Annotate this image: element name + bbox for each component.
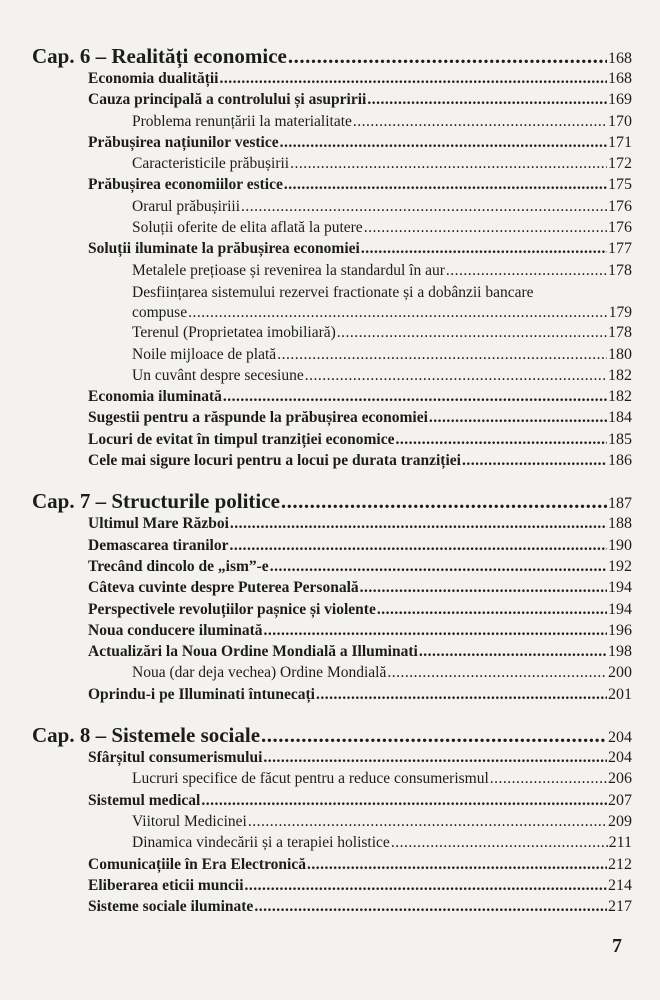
toc-subentry (32, 324, 632, 345)
toc-subentry (32, 262, 632, 283)
page-number: 7 (612, 935, 622, 957)
entry-title: Locuri de evitat în timpul tranziției economice (88, 430, 395, 448)
dot-leader (429, 409, 607, 427)
dot-leader (316, 686, 607, 704)
toc-entry (32, 515, 632, 536)
toc-subentry (32, 155, 632, 176)
entry-page: 209 (608, 812, 632, 830)
entry-page: 214 (608, 876, 632, 894)
entry-title: Oprindu-i pe Illuminati întunecați (88, 685, 315, 703)
entry-title: Sfârșitul consumerismului (88, 749, 263, 767)
toc-entry (32, 431, 632, 452)
dot-leader (290, 155, 607, 173)
dot-leader (223, 388, 607, 406)
dot-leader (446, 262, 607, 280)
dot-leader (248, 813, 607, 831)
toc-entry (32, 643, 632, 664)
entry-title: Economia iluminată (88, 388, 222, 406)
toc-entry (32, 601, 632, 622)
dot-leader (281, 489, 607, 514)
entry-title: Cele mai sigure locuri pentru a locui pe durata tranziției (88, 452, 461, 470)
entry-page: 188 (608, 515, 632, 533)
entry-page: 168 (608, 50, 632, 67)
entry-page: 175 (608, 176, 632, 194)
dot-leader (307, 856, 607, 874)
entry-page: 171 (608, 133, 632, 151)
entry-page: 194 (608, 579, 632, 597)
toc-entry (32, 622, 632, 643)
toc-subentry (32, 367, 632, 388)
toc-entry (32, 686, 632, 707)
toc-subentry (32, 346, 632, 367)
dot-leader (337, 324, 607, 342)
toc-entry (32, 91, 632, 112)
entry-title: Noile mijloace de plată (132, 345, 277, 363)
entry-title: Cauza principală a controlului și asupririi (88, 91, 367, 109)
entry-page: 204 (608, 729, 632, 747)
dot-leader (353, 113, 607, 131)
dot-leader (230, 515, 607, 533)
entry-title: Soluții iluminate la prăbușirea economiei (88, 240, 360, 258)
entry-title: Ultimul Mare Război (88, 515, 229, 533)
dot-leader (288, 44, 607, 69)
toc-subentry (32, 770, 632, 791)
dot-leader (367, 91, 607, 109)
entry-page: 196 (608, 621, 632, 639)
toc-entry (32, 749, 632, 770)
entry-page: 212 (608, 855, 632, 873)
dot-leader (270, 558, 607, 576)
dot-leader (360, 579, 607, 597)
entry-title: Viitorul Medicinei (132, 812, 247, 830)
toc-entry (32, 877, 632, 898)
entry-title: Problema renunțării la materialitate (132, 112, 352, 130)
toc-subentry (32, 813, 632, 834)
entry-page: 180 (608, 345, 632, 363)
dot-leader (219, 70, 607, 88)
entry-page: 206 (608, 770, 632, 788)
dot-leader (396, 431, 608, 449)
toc-entry (32, 388, 632, 409)
dot-leader (254, 898, 607, 916)
toc-entry (32, 898, 632, 919)
entry-title: Caracteristicile prăbușirii (132, 155, 290, 173)
table-of-contents (32, 44, 632, 919)
entry-title: Actualizări la Noua Ordine Mondială a Illuminati (88, 643, 418, 661)
entry-title: compuse (132, 303, 188, 321)
entry-page: 182 (608, 366, 632, 384)
entry-title: Economia dualității (88, 70, 219, 87)
dot-leader (201, 792, 607, 810)
toc-subentry (32, 664, 632, 685)
entry-page: 184 (608, 409, 632, 427)
dot-leader (387, 664, 607, 682)
entry-title: Prăbușirea economiilor estice (88, 176, 283, 194)
entry-title: Câteva cuvinte despre Puterea Personală (88, 579, 359, 597)
toc-entry (32, 240, 632, 261)
entry-page: 187 (608, 495, 632, 513)
entry-page: 172 (608, 155, 632, 173)
dot-leader (280, 134, 607, 152)
entry-page: 207 (608, 791, 632, 809)
entry-page: 178 (608, 261, 632, 279)
entry-page: 185 (608, 430, 632, 448)
toc-entry (32, 558, 632, 579)
dot-leader (419, 643, 607, 661)
entry-title: Prăbușirea națiunilor vestice (88, 133, 279, 151)
dot-leader (284, 176, 607, 194)
dot-leader (377, 601, 607, 619)
entry-page: 182 (608, 388, 632, 406)
entry-page: 204 (608, 749, 632, 767)
entry-page: 200 (608, 664, 632, 682)
entry-page: 169 (608, 91, 632, 109)
dot-leader (391, 834, 608, 852)
dot-leader (490, 770, 607, 788)
dot-leader (261, 723, 607, 748)
entry-title: Orarul prăbușiriii (132, 197, 241, 215)
toc-entry (32, 452, 632, 473)
toc-subentry (32, 198, 632, 219)
toc-subentry-wrapped: Desființarea sistemului rezervei fractionate și a dobânzii bancare compuse ..... 179 (32, 283, 632, 324)
dot-leader (305, 367, 607, 385)
toc-entry (32, 792, 632, 813)
entry-title: Dinamica vindecării și a terapiei holistice (132, 834, 390, 852)
chapter-heading (32, 489, 632, 515)
entry-title: Perspectivele revoluțiilor pașnice și violente (88, 600, 376, 618)
entry-title: Terenul (Proprietatea imobiliară) (132, 324, 336, 342)
entry-page: 176 (608, 219, 632, 237)
entry-title: Lucruri specifice de făcut pentru a reduce consumerismul (132, 770, 489, 788)
toc-entry (32, 176, 632, 197)
toc-entry (32, 537, 632, 558)
entry-title: Cap. 8 – Sistemele sociale (32, 723, 261, 748)
entry-page: 176 (608, 197, 632, 215)
entry-title: Comunicațiile în Era Electronică (88, 855, 306, 873)
entry-page: 211 (608, 834, 632, 852)
chapter-heading (32, 723, 632, 749)
entry-title: Noua conducere iluminată (88, 621, 263, 639)
entry-page: 190 (608, 536, 632, 554)
dot-leader (361, 240, 607, 258)
entry-page: 198 (608, 643, 632, 661)
entry-title: Trecând dincolo de „ism”-e (88, 557, 269, 575)
entry-page: 217 (608, 898, 632, 916)
dot-leader (245, 877, 607, 895)
entry-title: Sistemul medical (88, 791, 201, 809)
dot-leader (264, 622, 607, 640)
entry-title: Sugestii pentru a răspunde la prăbușirea economiei (88, 409, 428, 427)
toc-subentry (32, 834, 632, 855)
entry-title: Demascarea tiranilor (88, 536, 229, 554)
entry-page: 186 (608, 452, 632, 470)
entry-title: Un cuvânt despre secesiune (132, 366, 304, 384)
entry-title: Metalele prețioase și revenirea la standardul în aur (132, 261, 445, 279)
dot-leader (241, 198, 607, 216)
entry-title: Cap. 6 – Realități economice (32, 44, 287, 68)
dot-leader (188, 303, 608, 323)
entry-title: Cap. 7 – Structurile politice (32, 489, 280, 514)
entry-page: 168 (608, 70, 632, 87)
toc-subentry (32, 113, 632, 134)
entry-page: 170 (608, 112, 632, 130)
dot-leader (229, 537, 607, 555)
toc-entry (32, 856, 632, 877)
toc-entry (32, 409, 632, 430)
dot-leader (277, 346, 607, 364)
dot-leader (462, 452, 607, 470)
entry-page: 192 (608, 557, 632, 575)
entry-page: 178 (608, 324, 632, 342)
entry-title: Eliberarea eticii muncii (88, 876, 244, 894)
entry-page: 177 (608, 240, 632, 258)
chapter-heading (32, 44, 632, 70)
entry-title: Noua (dar deja vechea) Ordine Mondială (132, 664, 387, 682)
entry-page: 194 (608, 600, 632, 618)
toc-entry (32, 579, 632, 600)
entry-page: 201 (608, 685, 632, 703)
entry-title: Soluții oferite de elita aflată la putere (132, 219, 363, 237)
toc-entry (32, 70, 632, 91)
entry-page: 179 (608, 303, 632, 321)
toc-subentry (32, 219, 632, 240)
dot-leader (364, 219, 607, 237)
entry-title: Sisteme sociale iluminate (88, 898, 254, 916)
dot-leader (263, 749, 607, 767)
toc-entry (32, 134, 632, 155)
